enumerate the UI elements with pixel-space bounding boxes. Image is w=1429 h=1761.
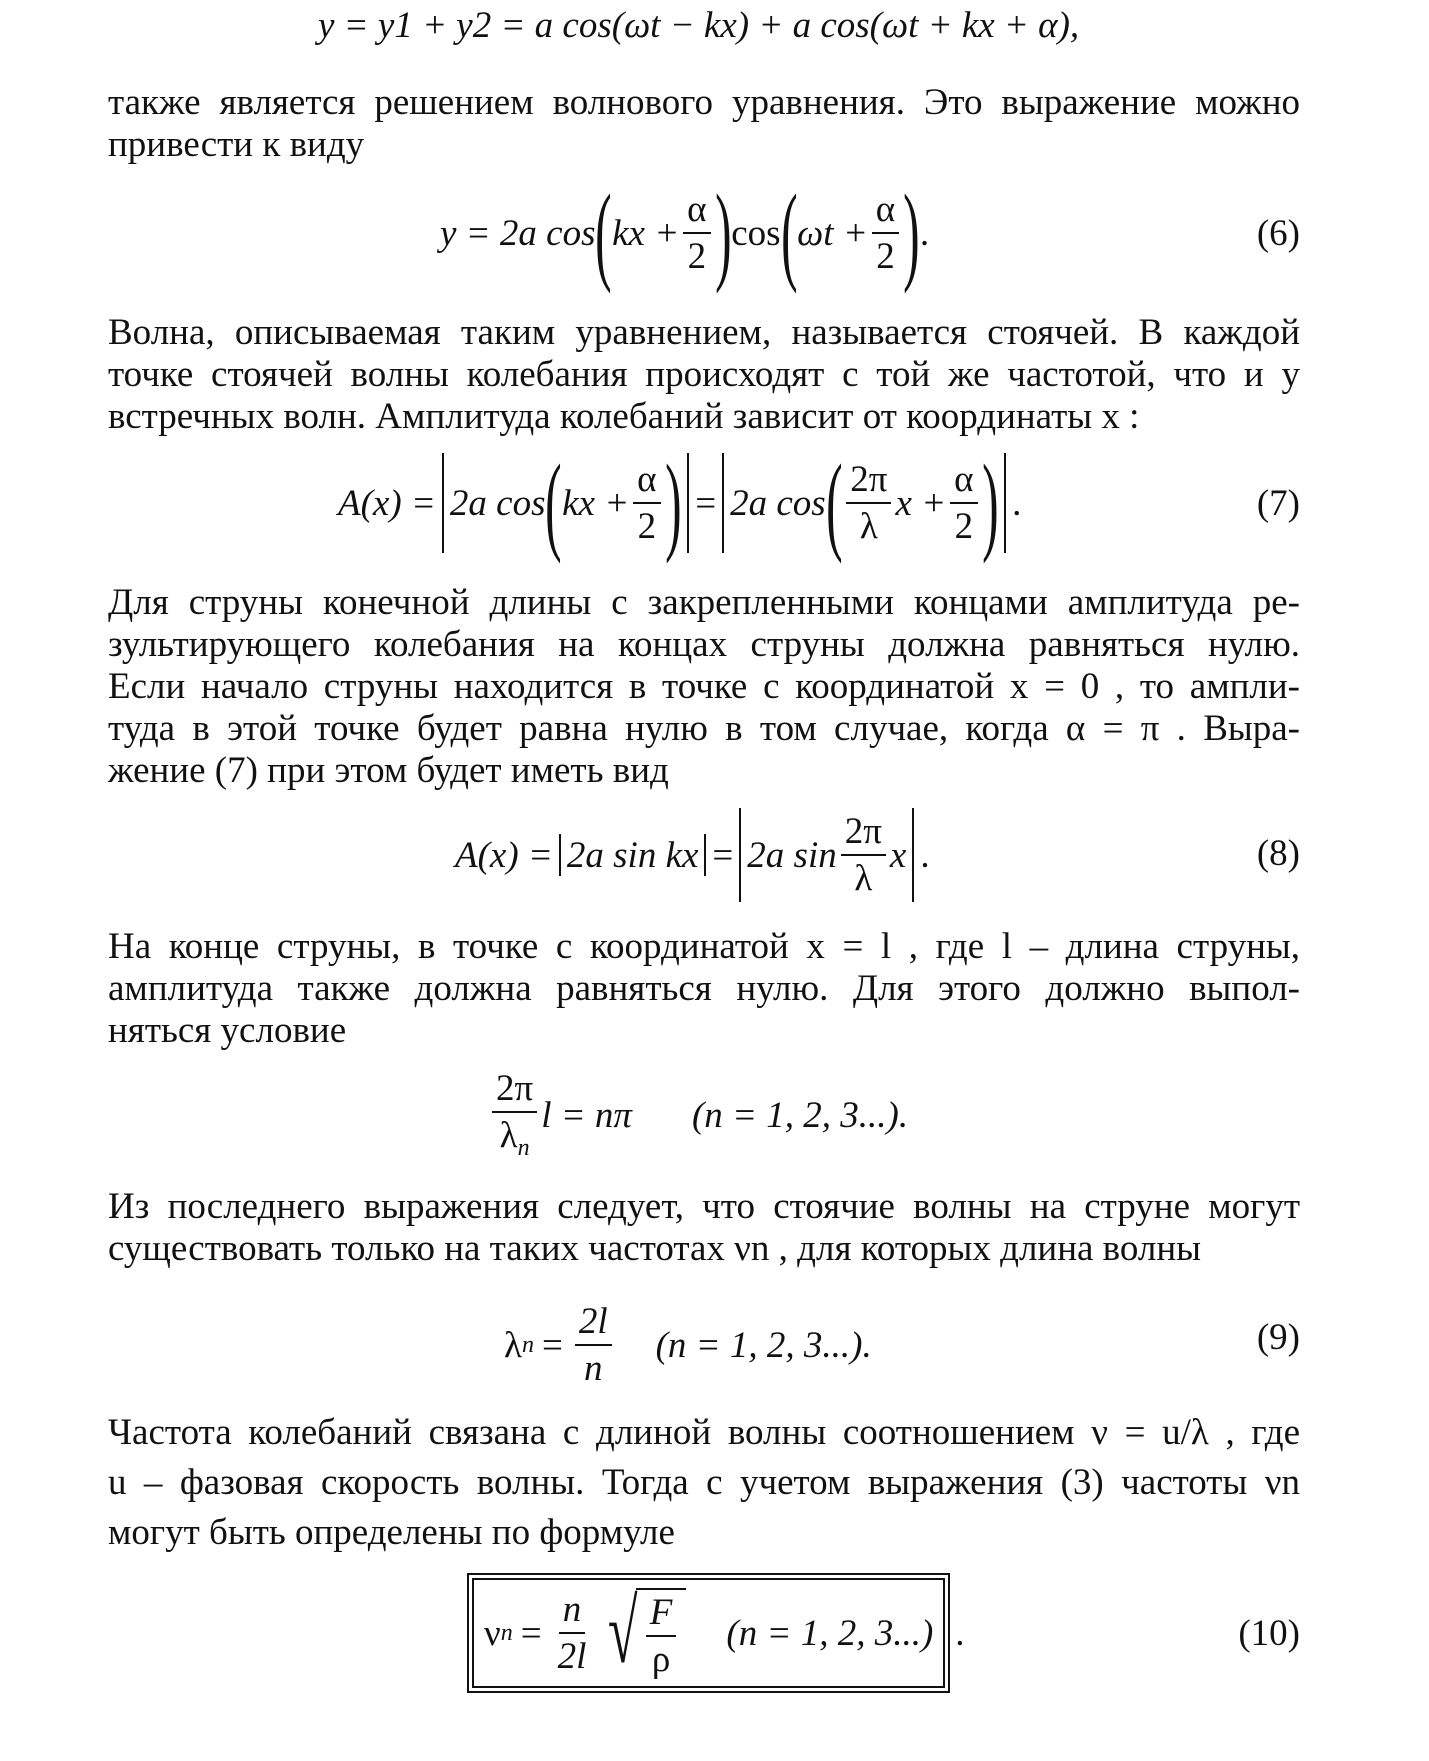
numerator: 2π: [492, 1070, 537, 1113]
abs-bar: [559, 834, 561, 876]
eq7-lhs: A(x) =: [338, 482, 436, 524]
fraction: [554, 1591, 591, 1675]
equation-10: [472, 1578, 965, 1688]
equation-condition: [488, 1060, 908, 1170]
paragraph-line: Волна, описываемая таким уравнением, называется стоячей. В каждой: [108, 312, 1300, 353]
paragraph-3: [108, 582, 1300, 792]
eq7-part2: 2a cos: [730, 482, 826, 524]
eq10-range: (n = 1, 2, 3...): [726, 1612, 934, 1654]
eq8-lhs: A(x) =: [455, 834, 553, 876]
paragraph-line: зультирующего колебания на концах струны должна равняться нулю.: [108, 624, 1300, 665]
nu-symbol: ν: [484, 1612, 501, 1654]
fraction: [846, 461, 891, 545]
denominator: 2: [687, 236, 707, 277]
subscript-n: n: [521, 1331, 534, 1358]
paragraph-6: [108, 1408, 1300, 1558]
eq10-tail: .: [955, 1612, 965, 1654]
numerator: n: [559, 1591, 586, 1634]
equation-number-8: (8): [1256, 833, 1300, 874]
denominator: ρ: [651, 1639, 671, 1680]
open-paren: (: [780, 172, 798, 294]
numerator: 2π: [841, 813, 886, 856]
denominator: 2l: [557, 1636, 587, 1677]
denominator: λ: [854, 858, 873, 899]
lambda-symbol: λ: [504, 1324, 522, 1366]
eq6-cos: cos: [731, 212, 781, 254]
equation-number-9: (9): [1256, 1317, 1300, 1358]
equation-8: [455, 805, 930, 905]
square-root: [598, 1583, 686, 1682]
paragraph-line: Если начало струны находится в точке с координатой x = 0 , то ампли-: [108, 666, 1300, 707]
fraction: [633, 461, 660, 545]
numerator: α: [872, 191, 899, 234]
eq9-equals: =: [541, 1324, 563, 1366]
fraction: [575, 1303, 612, 1387]
open-paren: (: [595, 172, 613, 294]
denominator: n: [583, 1348, 603, 1389]
abs-bar: [912, 808, 914, 902]
paragraph-line: туда в этой точке будет равна нулю в том случае, когда α = π . Выра-: [108, 708, 1300, 749]
eq7-part1: 2a cos: [449, 482, 546, 524]
eq6-term1: kx +: [612, 212, 680, 254]
paragraph-line: На конце струны, в точке с координатой x = l , где l – длина струны,: [108, 926, 1300, 967]
eq-cond-range: (n = 1, 2, 3...).: [691, 1094, 909, 1136]
numerator: 2l: [575, 1303, 612, 1346]
abs-bar: [704, 834, 706, 876]
eq7-part1-inner: kx +: [562, 482, 630, 524]
eq6-lhs: y = 2a cos: [440, 212, 596, 254]
fraction: [492, 1070, 537, 1160]
fraction: [646, 1594, 677, 1678]
paragraph-4: [108, 926, 1300, 1052]
denominator: 2: [954, 506, 974, 547]
numerator: F: [646, 1594, 677, 1637]
eq9-range: (n = 1, 2, 3...).: [655, 1324, 872, 1366]
radical-sign: √: [608, 1583, 638, 1682]
paragraph-line: u – фазовая скорость волны. Тогда с учетом выражения (3) частоты νn: [108, 1462, 1300, 1503]
paragraph-line: Частота колебаний связана с длиной волны соотношением ν = u/λ , где: [108, 1412, 1300, 1453]
open-paren: (: [545, 442, 563, 564]
paragraph-line: жение (7) при этом будет иметь вид: [108, 750, 669, 791]
eq6-tail: .: [919, 212, 930, 254]
numerator: 2π: [846, 461, 891, 504]
equation-7: [338, 442, 1022, 564]
eq8-tail: .: [920, 834, 930, 876]
lambda-symbol: λ: [499, 1115, 518, 1156]
abs-bar: [722, 453, 724, 553]
denominator: λ: [859, 506, 878, 547]
abs-bar: [739, 808, 741, 902]
eq7-tail: .: [1012, 482, 1022, 524]
close-paren: ): [664, 442, 682, 564]
paragraph-line: встречных волн. Амплитуда колебаний зависит от координаты x :: [108, 396, 1140, 437]
subscript-n: n: [500, 1619, 513, 1646]
fraction: [950, 461, 977, 545]
formula-box: [472, 1578, 945, 1688]
eq8-part2: 2a sin: [747, 834, 837, 876]
eq-cond-rhs: l = nπ: [541, 1094, 632, 1136]
equation-number-6: (6): [1256, 213, 1300, 254]
paragraph-line: привести к виду: [108, 124, 365, 165]
paragraph-2: [108, 312, 1300, 438]
paragraph-line: Из последнего выражения следует, что стоячие волны на струне могут: [108, 1186, 1300, 1227]
paragraph-line: точке стоячей волны колебания происходят с той же частотой, что и у: [108, 354, 1300, 395]
eq6-term2: ωt +: [797, 212, 868, 254]
paragraph-line: могут быть определены по формуле: [108, 1512, 675, 1553]
eq8-equals: =: [712, 834, 734, 876]
open-paren: (: [825, 442, 843, 564]
paragraph-line: существовать только на таких частотах νn , для которых длина волны: [108, 1228, 1202, 1269]
formula-superposition: [318, 2, 1079, 48]
paragraph-line: также является решением волнового уравнения. Это выражение можно: [108, 82, 1300, 123]
numerator: α: [633, 461, 660, 504]
close-paren: ): [903, 172, 920, 294]
eq8-part1: 2a sin kx: [566, 834, 699, 876]
numerator: α: [950, 461, 977, 504]
equation-number-7: (7): [1256, 483, 1300, 524]
paragraph-line: амплитуда также должна равняться нулю. Для этого должно выпол-: [108, 968, 1300, 1009]
close-paren: ): [714, 172, 732, 294]
subscript-n: n: [517, 1135, 530, 1161]
fraction: [872, 191, 899, 275]
paragraph-5: [108, 1186, 1300, 1270]
eq10-equals: =: [520, 1612, 542, 1654]
denominator: 2: [876, 236, 895, 277]
numerator: α: [683, 191, 710, 234]
eq7-x-plus: x +: [895, 482, 947, 524]
radicand: [636, 1588, 687, 1678]
paragraph-line: Для струны конечной длины с закрепленными концами амплитуда ре-: [108, 582, 1300, 623]
denominator: 2: [637, 506, 657, 547]
abs-bar: [1004, 453, 1006, 553]
equation-6: [440, 172, 930, 294]
paragraph-1: [108, 82, 1300, 166]
formula-superposition-text: y = y1 + y2 = a cos(ωt − kx) + a cos(ωt + kx + α),: [318, 4, 1080, 46]
eq7-equals: =: [695, 482, 717, 524]
close-paren: ): [981, 442, 999, 564]
equation-9: [504, 1290, 872, 1400]
equation-number-10: (10): [1238, 1613, 1300, 1654]
eq8-x: x: [889, 834, 907, 876]
paragraph-line: няться условие: [108, 1010, 347, 1051]
denominator: [496, 1113, 534, 1160]
fraction: [683, 191, 710, 275]
fraction: [841, 813, 886, 897]
abs-bar: [687, 453, 689, 553]
abs-bar: [442, 453, 444, 553]
